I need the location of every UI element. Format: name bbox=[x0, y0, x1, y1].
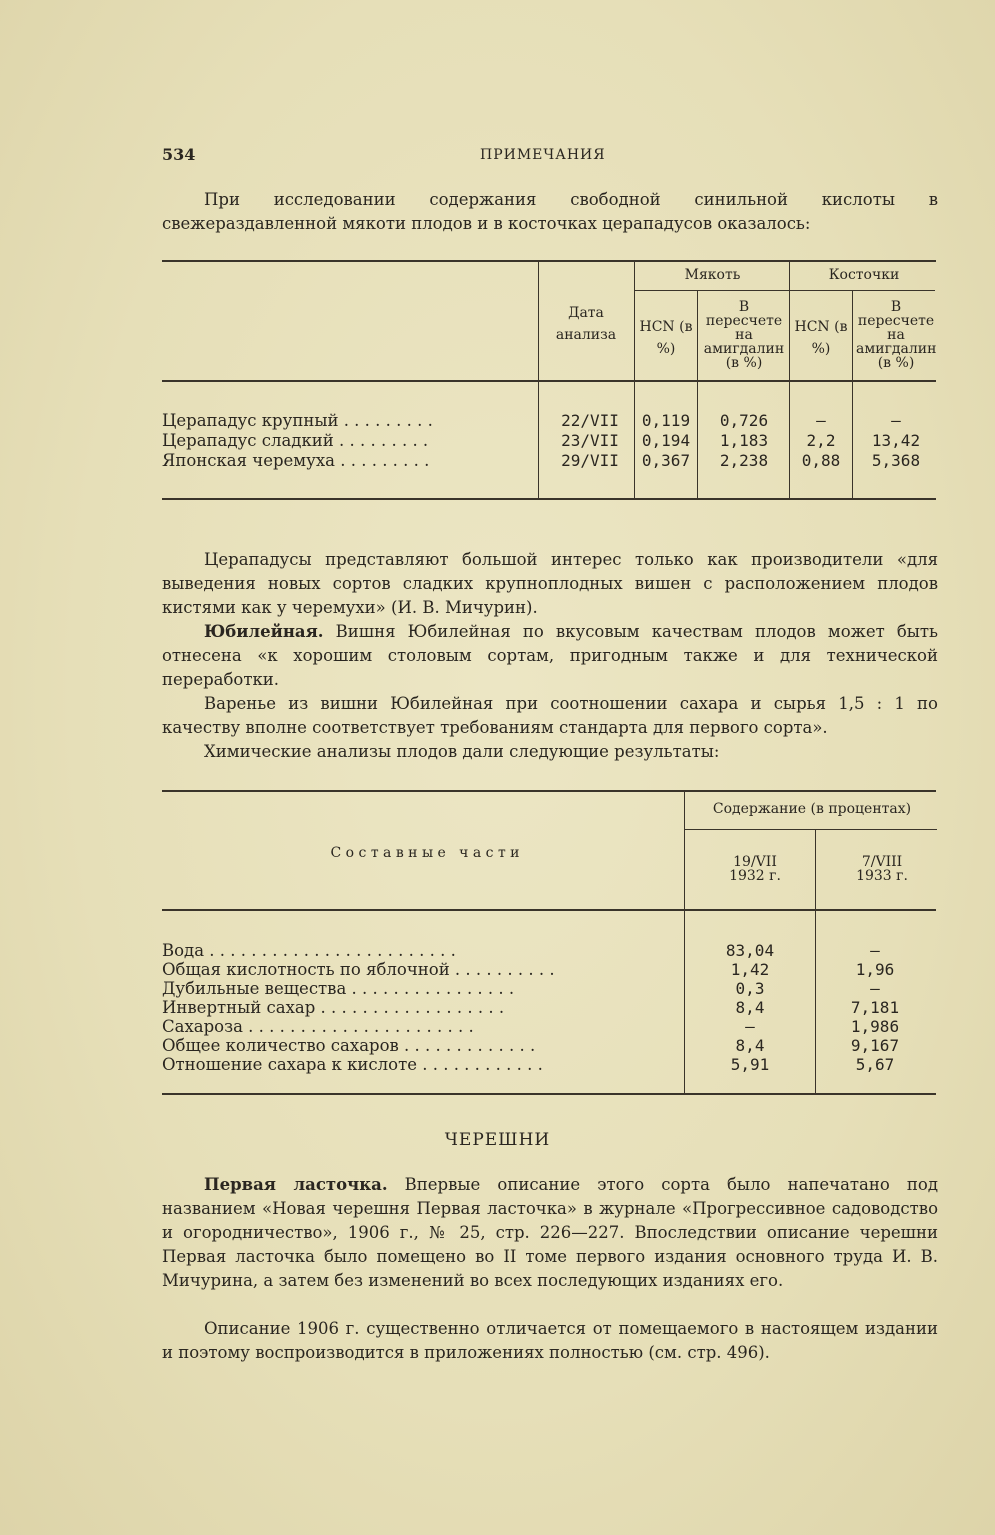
paragraph-description-1906: Описание 1906 г. существенно отличается от помещаемого в настоящем издании и поэтому воспроизводится в приложениях полностью (см. стр. 496). bbox=[162, 1319, 938, 1362]
table1-row-name: Японская черемуха . . . . . . . . . bbox=[162, 451, 430, 470]
yubileinaya-heading: Юбилейная. bbox=[204, 622, 324, 641]
table1-row-hcn2: 2,2 bbox=[806, 431, 836, 450]
content-group-header: Содержание (в процентах) bbox=[712, 801, 912, 817]
table2-vrule bbox=[684, 792, 685, 1093]
table1-vrule bbox=[538, 262, 539, 498]
table2-vrule bbox=[815, 830, 816, 1093]
table2-row-v1: 0,3 bbox=[735, 979, 765, 998]
pulp-amygdalin-header: В пересчете на амигдалин (в %) bbox=[703, 299, 785, 371]
table2-row-v1: 1,42 bbox=[730, 960, 770, 979]
table2-row-name: Инвертный сахар . . . . . . . . . . . . . . . . . . bbox=[162, 998, 505, 1017]
table2-row-v2: 9,167 bbox=[850, 1036, 900, 1055]
table1-row-amyg2: 5,368 bbox=[871, 451, 921, 470]
table2-row-v2: — bbox=[870, 941, 880, 960]
table2-row-v2: 7,181 bbox=[850, 998, 900, 1017]
table1-row-amyg1: 0,726 bbox=[719, 411, 769, 430]
table1-vrule bbox=[789, 262, 790, 498]
paragraph-jam: Варенье из вишни Юбилейная при соотношении сахара и сырья 1,5 : 1 по качеству вполне соответствует требованиям стандарта для первого сорта». bbox=[162, 694, 938, 737]
table2-row-v2: 1,96 bbox=[855, 960, 895, 979]
stones-hcn-header: HCN (в %) bbox=[794, 319, 848, 357]
table1-row-date: 29/VII bbox=[561, 451, 619, 470]
table2-top-rule bbox=[162, 790, 936, 792]
intro-paragraph: При исследовании содержания свободной синильной кислоты в свежераздавленной мякоти плодов и в косточках церападусов оказалось: bbox=[162, 190, 938, 233]
table2-row-name: Дубильные вещества . . . . . . . . . . . . . . . . bbox=[162, 979, 515, 998]
table1-row-name: Церападус крупный . . . . . . . . . bbox=[162, 411, 433, 430]
table2-row-v1: 8,4 bbox=[735, 998, 765, 1017]
table1-row-hcn1: 0,119 bbox=[641, 411, 691, 430]
yubileinaya-text: Вишня Юбилейная по вкусовым качествам плодов может быть отнесена «к хорошим столовым сортам, пригодным также и для технической переработки. bbox=[162, 622, 938, 689]
table1-row-date: 23/VII bbox=[561, 431, 619, 450]
table1-row-hcn1: 0,367 bbox=[641, 451, 691, 470]
page-number: 534 bbox=[162, 145, 196, 164]
table1-row-amyg2: — bbox=[891, 411, 901, 430]
pulp-hcn-header: HCN (в %) bbox=[639, 319, 693, 357]
table1-row-hcn2: — bbox=[816, 411, 826, 430]
table2-row-name: Общая кислотность по яблочной . . . . . . . . . . bbox=[162, 960, 555, 979]
table2-row-name: Отношение сахара к кислоте . . . . . . . . . . . . bbox=[162, 1055, 543, 1074]
table1-vrule bbox=[852, 291, 853, 498]
table2-row-v1: 5,91 bbox=[730, 1055, 770, 1074]
paragraph-yubileinaya bbox=[162, 620, 938, 692]
paragraph-cerapadus: Церападусы представляют большой интерес только как производители «для выведения новых сортов сладких крупноплодных вишен с расположением плодов кистями как у черемухи» (И. В. Мичурин). bbox=[162, 550, 938, 617]
col-1933-header: 7/VIII 1933 г. bbox=[856, 854, 908, 884]
table1-row-amyg1: 2,238 bbox=[719, 451, 769, 470]
table2-row-name: Общее количество сахаров . . . . . . . . . . . . . bbox=[162, 1036, 536, 1055]
table2-row-v1: — bbox=[745, 1017, 755, 1036]
col-date-header: Дата анализа bbox=[555, 305, 617, 343]
table2-row-name: Вода . . . . . . . . . . . . . . . . . . . . . . . . bbox=[162, 941, 456, 960]
pulp-group-header: Мякоть bbox=[684, 267, 741, 283]
pervaya-lastochka-heading: Первая ласточка. bbox=[204, 1175, 388, 1194]
table2-row-v1: 8,4 bbox=[735, 1036, 765, 1055]
table1-vrule bbox=[697, 291, 698, 498]
stones-amygdalin-header: В пересчете на амигдалин (в %) bbox=[856, 299, 937, 371]
stones-group-header: Косточки bbox=[828, 267, 900, 283]
table1-bottom-rule bbox=[162, 498, 936, 500]
table1-row-hcn1: 0,194 bbox=[641, 431, 691, 450]
col-1932-header: 19/VII 1932 г. bbox=[729, 854, 781, 884]
table2-row-v2: 1,986 bbox=[850, 1017, 900, 1036]
table2-head-rule bbox=[162, 909, 936, 911]
col-parts-header: С о с т а в н ы е ч а с т и bbox=[330, 845, 520, 861]
table1-top-rule bbox=[162, 260, 936, 262]
table1-group-rule bbox=[635, 290, 935, 291]
table1-row-date: 22/VII bbox=[561, 411, 619, 430]
pervaya-lastochka-text: Впервые описание этого сорта было напечатано под названием «Новая черешня Первая ласточка» в журнале «Прогрессивное садоводство и огородничество», 1906 г., № 25, стр. 226—227. Впоследствии описание черешни Первая ласточка было помещено во II томе первого издания основного труда И. В. Мичурина, а затем без изменений во всех последующих изданиях его. bbox=[162, 1175, 938, 1290]
table1-head-rule bbox=[162, 380, 936, 382]
paragraph-pervaya-lastochka bbox=[162, 1173, 938, 1293]
table1-row-name: Церападус сладкий . . . . . . . . . bbox=[162, 431, 429, 450]
running-header: ПРИМЕЧАНИЯ bbox=[480, 147, 606, 163]
table2-row-name: Сахароза . . . . . . . . . . . . . . . . . . . . . . bbox=[162, 1017, 474, 1036]
paragraph-chemical: Химические анализы плодов дали следующие результаты: bbox=[204, 742, 720, 761]
table2-row-v2: 5,67 bbox=[855, 1055, 895, 1074]
table1-row-amyg1: 1,183 bbox=[719, 431, 769, 450]
section-title-cherries: ЧЕРЕШНИ bbox=[444, 1130, 551, 1150]
table1-vrule bbox=[634, 262, 635, 498]
table2-row-v2: — bbox=[870, 979, 880, 998]
table1-row-hcn2: 0,88 bbox=[801, 451, 841, 470]
table1-row-amyg2: 13,42 bbox=[871, 431, 921, 450]
table2-row-v1: 83,04 bbox=[725, 941, 775, 960]
table2-group-rule bbox=[685, 829, 937, 830]
table2-bottom-rule bbox=[162, 1093, 936, 1095]
